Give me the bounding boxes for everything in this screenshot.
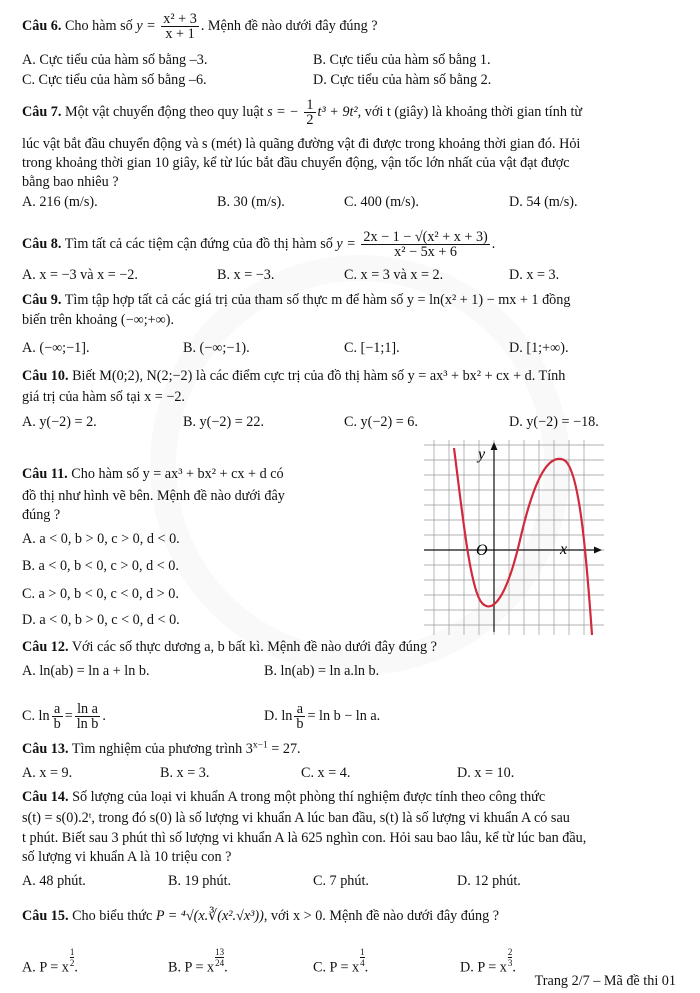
q14-option-b[interactable]: B. 19 phút. (168, 873, 232, 889)
q15-a-exp (70, 947, 75, 968)
q15-d-d: 3 (507, 958, 513, 968)
q9-text: Tìm tập hợp tất cả các giá trị của tham số thực m để hàm số y = ln(x² + 1) − mx + 1 đồng (64, 292, 571, 308)
q8-fraction (361, 230, 489, 259)
q6-y: y = (136, 17, 156, 34)
x-axis-arrow (594, 547, 602, 554)
q11-cubic-graph (424, 440, 604, 635)
q15-a-d: 2 (69, 958, 75, 968)
q15-option-d[interactable]: D. P = x $\frac{2}{3}$ . (460, 947, 516, 976)
q11-option-b[interactable]: B. a < 0, b < 0, c > 0, d < 0. (22, 558, 179, 574)
q15-c-n: 1 (360, 947, 365, 957)
cubic-curve (454, 448, 592, 635)
q8-y: y = (336, 235, 356, 252)
q12-option-c[interactable] (22, 702, 106, 731)
q7-text2: với t (giây) là khoảng thời gian tính từ (364, 103, 583, 120)
q6-option-d[interactable]: D. Cực tiểu của hàm số bằng 2. (313, 72, 492, 88)
q13-text2: = 27. (271, 741, 301, 757)
q13-base: 3 (245, 741, 253, 757)
q12-d-fnum: a (294, 702, 305, 717)
y-axis-arrow (491, 442, 498, 450)
q12-c-rfrac (75, 702, 101, 731)
q13-option-d[interactable]: D. x = 10. (457, 765, 515, 781)
q6-text: Cho hàm số (64, 17, 133, 34)
q10-stem (22, 367, 565, 385)
q12-c-end: . (102, 707, 106, 724)
q10-label: Câu 10. (22, 368, 69, 384)
q15-option-c[interactable]: C. P = x $\frac{1}{4}$ . (313, 947, 369, 976)
q15-expression: P = ⁴√(x.∛(x².√x³)) (155, 908, 264, 924)
q10-option-d[interactable]: D. y(−2) = −18. (509, 414, 599, 430)
q15-option-b[interactable]: B. P = x $\frac{13}{24}$ . (168, 947, 228, 976)
q7-s2: t³ + 9t², (317, 103, 362, 120)
q11-line2: đồ thị như hình vẽ bên. Mệnh đề nào dưới đây (22, 488, 285, 504)
q7-line4: bằng bao nhiêu ? (22, 174, 119, 190)
q9-option-c[interactable]: C. [−1;1]. (344, 340, 400, 356)
q11-text: Cho hàm số y = ax³ + bx² + cx + d có (71, 466, 284, 482)
q14-line3: t phút. Biết sau 3 phút thì số lượng vi khuẩn A là 625 nghìn con. Hỏi sau bao lâu, kể từ lúc ban đầu, (22, 830, 587, 846)
q6-stem (22, 12, 378, 41)
q6-fraction (161, 12, 199, 41)
q13-stem (22, 740, 301, 758)
q11-label: Câu 11. (22, 466, 68, 482)
q8-stem (22, 230, 495, 259)
q12-label: Câu 12. (22, 639, 69, 655)
q15-a-n: 1 (69, 947, 75, 957)
q10-option-a[interactable]: A. y(−2) = 2. (22, 414, 97, 430)
q13-text: Tìm nghiệm của phương trình (71, 741, 243, 757)
q15-a-pre: A. P = x (22, 959, 69, 976)
q14-option-c[interactable]: C. 7 phút. (313, 873, 369, 889)
q10-text: Biết M(0;2), N(2;−2) là các điểm cực trị của đồ thị hàm số y = ax³ + bx² + cx + d. Tính (72, 368, 566, 384)
q7-text: Một vật chuyển động theo quy luật (64, 103, 264, 120)
q9-option-a[interactable]: A. (−∞;−1]. (22, 340, 90, 356)
q9-line2: biến trên khoảng (−∞;+∞). (22, 312, 175, 328)
q15-c-d: 4 (360, 958, 365, 968)
q7-s: s = − (267, 103, 299, 120)
q13-option-a[interactable]: A. x = 9. (22, 765, 73, 781)
q11-option-a[interactable]: A. a < 0, b > 0, c > 0, d < 0. (22, 531, 180, 547)
q12-c-rnum: ln a (75, 702, 101, 717)
q11-option-c[interactable]: C. a > 0, b < 0, c < 0, d > 0. (22, 586, 179, 602)
q9-label: Câu 9. (22, 292, 62, 308)
q7-fraction (304, 98, 315, 127)
q14-text: Số lượng của loại vi khuẩn A trong một phòng thí nghiệm được tính theo công thức (72, 789, 546, 805)
q15-option-a[interactable]: A. P = x $\frac{1}{2}$ . (22, 947, 78, 976)
q8-text: Tìm tất cả các tiệm cận đứng của đồ thị hàm số (64, 235, 333, 252)
q13-option-b[interactable]: B. x = 3. (160, 765, 210, 781)
q15-label: Câu 15. (22, 908, 69, 924)
q7-option-d[interactable]: D. 54 (m/s). (509, 194, 578, 210)
q8-option-a[interactable]: A. x = −3 và x = −2. (22, 267, 138, 283)
q6-den: x + 1 (165, 26, 195, 42)
q12-d-pre: D. ln (264, 707, 293, 724)
q11-line3: đúng ? (22, 507, 61, 523)
q7-label: Câu 7. (22, 103, 62, 120)
q11-option-d[interactable]: D. a < 0, b > 0, c < 0, d < 0. (22, 612, 180, 628)
q8-label: Câu 8. (22, 235, 62, 252)
q7-line3: trong khoảng thời gian 10 giây, kể từ lúc bắt đầu chuyển động, vận tốc lớn nhất của vật đạt được (22, 155, 570, 171)
q12-option-b[interactable]: B. ln(ab) = ln a.ln b. (264, 663, 380, 679)
q9-option-b[interactable]: B. (−∞;−1). (183, 340, 250, 356)
q7-option-a[interactable]: A. 216 (m/s). (22, 194, 98, 210)
q13-option-c[interactable]: C. x = 4. (301, 765, 351, 781)
q12-c-pre: C. ln (22, 707, 50, 724)
q6-label: Câu 6. (22, 17, 62, 34)
q15-b-n: 13 (215, 947, 225, 957)
q7-option-c[interactable]: C. 400 (m/s). (344, 194, 419, 210)
q14-stem (22, 788, 545, 806)
q14-line4: số lượng vi khuẩn A là 10 triệu con ? (22, 849, 232, 865)
q7-fden: 2 (306, 112, 314, 128)
q10-option-c[interactable]: C. y(−2) = 6. (344, 414, 418, 430)
q12-c-rden: ln b (76, 716, 99, 732)
q15-b-pre: B. P = x (168, 959, 215, 976)
q15-b-exp (215, 947, 224, 968)
q7-stem (22, 98, 582, 127)
q8-option-b[interactable]: B. x = −3. (217, 267, 275, 283)
q12-option-a[interactable]: A. ln(ab) = ln a + ln b. (22, 663, 150, 679)
q15-text: Cho biểu thức (72, 908, 153, 924)
q15-d-pre: D. P = x (460, 959, 507, 976)
q7-fnum: 1 (306, 97, 314, 113)
q13-label: Câu 13. (22, 741, 69, 757)
q6-text2: . Mệnh đề nào dưới đây đúng ? (200, 17, 378, 34)
q9-stem (22, 291, 570, 309)
q10-option-b[interactable]: B. y(−2) = 22. (183, 414, 265, 430)
q12-stem (22, 638, 437, 656)
q14-option-a[interactable]: A. 48 phút. (22, 873, 86, 889)
q15-text2: , với x > 0. Mệnh đề nào dưới đây đúng ? (263, 908, 500, 924)
q8-option-d[interactable]: D. x = 3. (509, 267, 560, 283)
q12-d-fden: b (296, 716, 304, 732)
q15-d-n: 2 (507, 947, 513, 957)
q8-den: x² − 5x + 6 (394, 244, 457, 260)
q7-line2: lúc vật bắt đầu chuyển động và s (mét) là quãng đường vật đi được trong khoảng thời gian đó. Hỏi (22, 136, 581, 152)
q10-line2: giá trị của hàm số tại x = −2. (22, 389, 185, 405)
q14-line2: s(t) = s(0).2ᵗ, trong đó s(0) là số lượng vi khuẩn A lúc ban đầu, s(t) là số lượng vi khuẩn A có sau (22, 810, 570, 826)
q15-c-exp (360, 947, 365, 968)
q13-exp: x−1 (252, 740, 268, 751)
q6-option-b[interactable]: B. Cực tiểu của hàm số bằng 1. (313, 52, 491, 68)
q8-option-c[interactable]: C. x = 3 và x = 2. (344, 267, 444, 283)
q15-stem (22, 907, 499, 925)
q12-c-fnum: a (52, 702, 63, 717)
q6-option-c[interactable]: C. Cực tiểu của hàm số bằng –6. (22, 72, 207, 88)
q9-option-d[interactable]: D. [1;+∞). (509, 340, 569, 356)
q15-d-exp (508, 947, 513, 968)
y-axis-label: y (478, 446, 486, 463)
page-footer: Trang 2/7 – Mã đề thi 01 (534, 973, 676, 989)
q14-label: Câu 14. (22, 789, 69, 805)
q15-c-pre: C. P = x (313, 959, 360, 976)
q14-option-d[interactable]: D. 12 phút. (457, 873, 521, 889)
q15-b-d: 24 (215, 958, 225, 968)
q12-c-frac (52, 702, 63, 731)
q11-stem (22, 465, 284, 483)
q6-option-a[interactable]: A. Cực tiểu của hàm số bằng –3. (22, 52, 208, 68)
q6-num: x² + 3 (163, 11, 197, 27)
q12-c-fden: b (53, 716, 61, 732)
q12-c-eq: = (64, 707, 73, 724)
q12-d-end: = ln b − ln a. (307, 707, 381, 724)
q12-text: Với các số thực dương a, b bất kì. Mệnh đề nào dưới đây đúng ? (71, 639, 437, 655)
q12-option-d[interactable] (264, 702, 380, 731)
q7-option-b[interactable]: B. 30 (m/s). (217, 194, 285, 210)
q8-dot: . (491, 235, 496, 252)
q8-num: 2x − 1 − √(x² + x + 3) (363, 229, 488, 245)
x-axis-label: x (560, 541, 568, 558)
origin-label: O (476, 542, 488, 559)
graph-grid (424, 440, 604, 635)
q12-d-frac (294, 702, 305, 731)
